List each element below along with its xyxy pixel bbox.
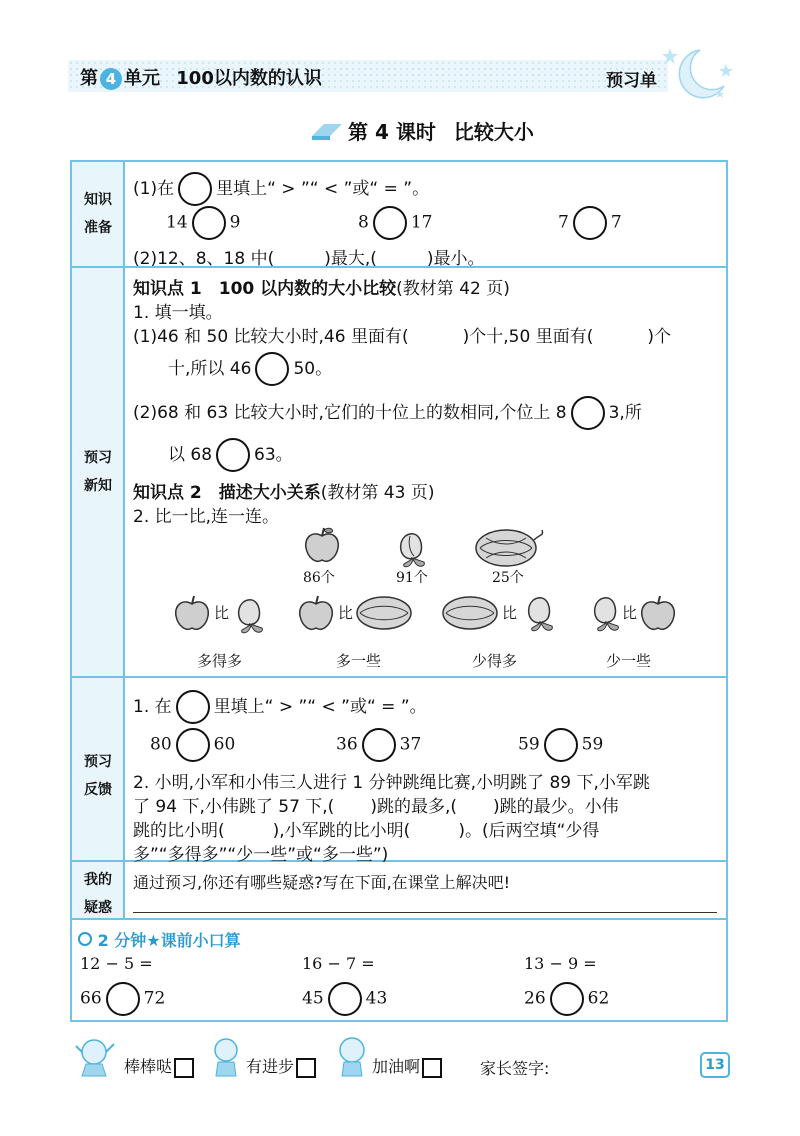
task-1-line-1: (1)46 和 50 比较大小时,46 里面有( )个十,50 里面有( )个: [133, 327, 671, 347]
answer-circle[interactable]: [106, 982, 140, 1016]
compare-peach-apple[interactable]: 比: [586, 592, 686, 634]
answer-circle[interactable]: [178, 172, 212, 206]
prep-q1: (1)在 里填上“ > ”“ < ”或“ = ”。: [133, 172, 429, 206]
answer-circle[interactable]: [573, 206, 607, 240]
unit-badge: 4: [100, 68, 122, 90]
feedback-q2-line-3: 跳的比小明( ),小军跳的比小明( )。(后两空填“少得: [133, 821, 600, 841]
apple-count: 86个: [303, 570, 335, 586]
answer-circle[interactable]: [571, 396, 605, 430]
peach-count: 91个: [396, 570, 428, 586]
rating-improved-checkbox[interactable]: [296, 1058, 316, 1078]
apple-icon: [638, 594, 678, 634]
cartoon-kid-icon: [332, 1032, 372, 1080]
mental-expr-1: 12 − 5 =: [80, 954, 153, 973]
watermelon-icon: [440, 592, 504, 632]
feedback-q1: 1. 在 里填上“ > ”“ < ”或“ = ”。: [133, 690, 427, 724]
section-label-new: 预习 新知: [84, 450, 112, 494]
answer-circle[interactable]: [373, 206, 407, 240]
mental-expr-2: 16 − 7 =: [302, 954, 375, 973]
parent-signature[interactable]: 家长签字:: [480, 1059, 550, 1078]
compare-apple-peach[interactable]: 比: [172, 592, 272, 634]
search-icon: [78, 932, 92, 946]
task-1-heading: 1. 填一填。: [133, 303, 223, 323]
watermelon-count: 25个: [492, 570, 524, 586]
option-a-bit-less[interactable]: 少一些: [606, 652, 652, 670]
mental-pair-1: 66 72: [80, 982, 165, 1016]
task-1-line-4: 以 68 63。: [168, 438, 293, 472]
knowledge-point-2: 知识点 2 描述大小关系(教材第 43 页): [133, 483, 435, 503]
rating-keep-going-checkbox[interactable]: [422, 1058, 442, 1078]
preview-sheet-tag: 预习单: [606, 71, 657, 91]
apple-icon: [296, 594, 336, 634]
task-1-line-2: 十,所以 46 50。: [168, 352, 332, 386]
peach-icon: [392, 528, 436, 568]
answer-circle[interactable]: [216, 438, 250, 472]
rating-improved: 有进步: [246, 1054, 316, 1078]
prep-q2: (2)12、8、18 中( )最大,( )最小。: [133, 249, 485, 269]
answer-circle[interactable]: [550, 982, 584, 1016]
option-a-bit-more[interactable]: 多一些: [336, 652, 382, 670]
prep-pair-3: 7 7: [558, 206, 622, 240]
peach-icon: [520, 592, 564, 632]
answer-circle[interactable]: [176, 728, 210, 762]
compare-watermelon-peach[interactable]: 比: [440, 590, 570, 634]
cartoon-kid-icon: [206, 1034, 246, 1080]
prep-pair-1: 14 9: [166, 206, 240, 240]
feedback-q2-line-2: 了 94 下,小伟跳了 57 下,( )跳的最多,( )跳的最少。小伟: [133, 797, 619, 817]
answer-circle[interactable]: [328, 982, 362, 1016]
cartoon-kid-icon: [68, 1034, 124, 1080]
watermelon-icon: [354, 592, 418, 632]
option-much-less[interactable]: 少得多: [472, 652, 518, 670]
watermelon-icon: [474, 524, 546, 568]
feedback-pair-1: 80 60: [150, 728, 235, 762]
rating-great: 棒棒哒: [124, 1054, 194, 1078]
task-1-line-3: (2)68 和 63 比较大小时,它们的十位上的数相同,个位上 8 3,所: [133, 396, 642, 430]
feedback-pair-3: 59 59: [518, 728, 603, 762]
answer-circle[interactable]: [362, 728, 396, 762]
moon-stars-icon: [660, 42, 740, 106]
section-label-feedback: 预习 反馈: [84, 754, 112, 798]
page-number: 13: [700, 1052, 730, 1078]
feedback-q2-line-1: 2. 小明,小军和小伟三人进行 1 分钟跳绳比赛,小明跳了 89 下,小军跳: [133, 773, 650, 793]
peach-icon: [230, 594, 274, 634]
doubt-writing-line[interactable]: [133, 912, 717, 913]
mental-math-title: 2 分钟★课前小口算: [78, 928, 241, 951]
apple-icon: [172, 594, 212, 634]
section-label-doubt: 我的 疑惑: [84, 872, 112, 916]
answer-circle[interactable]: [192, 206, 226, 240]
apple-icon: [302, 526, 342, 566]
section-label-prep: 知识 准备: [84, 192, 112, 236]
side-column: [72, 162, 124, 919]
mental-pair-2: 45 43: [302, 982, 387, 1016]
feedback-pair-2: 36 37: [336, 728, 421, 762]
knowledge-point-1: 知识点 1 100 以内数的大小比较(教材第 42 页): [133, 279, 510, 299]
task-2-heading: 2. 比一比,连一连。: [133, 507, 280, 527]
compare-apple-watermelon[interactable]: 比: [296, 590, 416, 634]
book-icon: [310, 118, 344, 142]
answer-circle[interactable]: [544, 728, 578, 762]
option-much-more[interactable]: 多得多: [197, 652, 243, 670]
answer-circle[interactable]: [255, 352, 289, 386]
rating-keep-going: 加油啊: [372, 1054, 442, 1078]
rating-great-checkbox[interactable]: [174, 1058, 194, 1078]
answer-circle[interactable]: [176, 690, 210, 724]
doubt-prompt: 通过预习,你还有哪些疑惑?写在下面,在课堂上解决吧!: [133, 873, 511, 892]
feedback-q2-line-4: 多”“多得多”“少一些”或“多一些”): [133, 845, 389, 865]
unit-heading: 第 4 单元 100以内数的认识: [80, 68, 322, 89]
prep-pair-2: 8 17: [358, 206, 432, 240]
mental-pair-3: 26 62: [524, 982, 609, 1016]
mental-expr-3: 13 − 9 =: [524, 954, 597, 973]
lesson-title: 第 4 课时 比较大小: [348, 120, 534, 144]
